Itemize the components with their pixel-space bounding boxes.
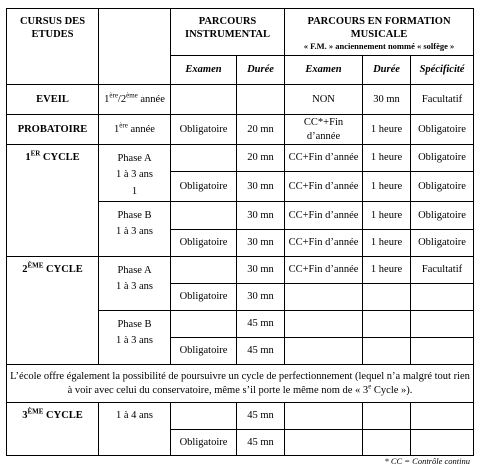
row-cycle2-a2: Obligatoire 30 mn: [7, 284, 474, 311]
row-cycle1-a1: 1ER CYCLE Phase A 1 à 3 ans 1 20 mn CC+Fin d’année 1 heure Obligatoire: [7, 145, 474, 172]
cursus-table: [6, 8, 474, 456]
eveil-fm-duree: 30 mn: [363, 85, 411, 115]
row-cycle2-a1: 2ÈME CYCLE Phase A 1 à 3 ans 30 mn CC+Fin d’année 1 heure Facultatif: [7, 257, 474, 284]
cycle1-phase-b: Phase B 1 à 3 ans: [99, 202, 171, 257]
eveil-fm-examen: NON: [285, 85, 363, 115]
row-cycle2-b1: Phase B 1 à 3 ans 45 mn: [7, 311, 474, 338]
header-blank: [99, 9, 171, 85]
probatoire-instr-examen: Obligatoire: [171, 115, 237, 145]
row-cycle1-b2: Obligatoire 30 mn CC+Fin d’année 1 heure Obligatoire: [7, 230, 474, 257]
cycle2-label: 2ÈME CYCLE: [7, 257, 99, 365]
header-instr-duree: Durée: [237, 56, 285, 85]
probatoire-fm-duree: 1 heure: [363, 115, 411, 145]
probatoire-fm-examen: CC*+Fin d’année: [285, 115, 363, 145]
cycle2-phase-b: Phase B 1 à 3 ans: [99, 311, 171, 365]
probatoire-annee: 1ère année: [99, 115, 171, 145]
cycle2-phase-a: Phase A 1 à 3 ans: [99, 257, 171, 311]
footnote: * CC = Contrôle continu: [384, 456, 470, 466]
eveil-annee: 1ère/2ème année: [99, 85, 171, 115]
header-cursus: CURSUS DES ETUDES: [7, 9, 99, 85]
header-fm-specificite: Spécificité: [411, 56, 474, 85]
row-cycle3-1: 3ÈME CYCLE 1 à 4 ans 45 mn: [7, 403, 474, 430]
cycle1-phase-a: Phase A 1 à 3 ans 1: [99, 145, 171, 202]
eveil-fm-spec: Facultatif: [411, 85, 474, 115]
header-fm-examen: Examen: [285, 56, 363, 85]
header-instr-examen: Examen: [171, 56, 237, 85]
header-row-1: [7, 9, 474, 56]
row-eveil: [7, 85, 474, 115]
header-parcours-fm: [285, 9, 474, 56]
row-perfectionnement-note: [7, 365, 474, 403]
header-fm-subtitle: « F.M. » anciennement nommé « solfège »: [303, 41, 455, 52]
row-cycle2-b2: Obligatoire 45 mn: [7, 338, 474, 365]
eveil-label: EVEIL: [7, 85, 99, 115]
header-parcours-fm-title: PARCOURS EN FORMATION MUSICALE: [307, 16, 451, 41]
header-parcours-instrumental: PARCOURS INSTRUMENTAL: [171, 9, 285, 56]
cycle3-range: 1 à 4 ans: [99, 403, 171, 456]
cycle1-label: 1ER CYCLE: [7, 145, 99, 257]
probatoire-instr-duree: 20 mn: [237, 115, 285, 145]
probatoire-fm-spec: Obligatoire: [411, 115, 474, 145]
header-fm-duree: Durée: [363, 56, 411, 85]
perfectionnement-note: L’école offre également la possibilité de poursuivre un cycle de perfectionnement (lequel n’a malgré tout rien à voir avec celui du conservatoire, même s’il porte le même nom de « 3e Cycle »).: [7, 365, 474, 403]
row-probatoire: [7, 115, 474, 145]
probatoire-label: PROBATOIRE: [7, 115, 99, 145]
cycle3-label: 3ÈME CYCLE: [7, 403, 99, 456]
row-cycle1-b1: Phase B 1 à 3 ans 30 mn CC+Fin d’année 1 heure Obligatoire: [7, 202, 474, 230]
row-cycle3-2: Obligatoire 45 mn: [7, 430, 474, 456]
row-cycle1-a2: Obligatoire 30 mn CC+Fin d’année 1 heure Obligatoire: [7, 172, 474, 202]
